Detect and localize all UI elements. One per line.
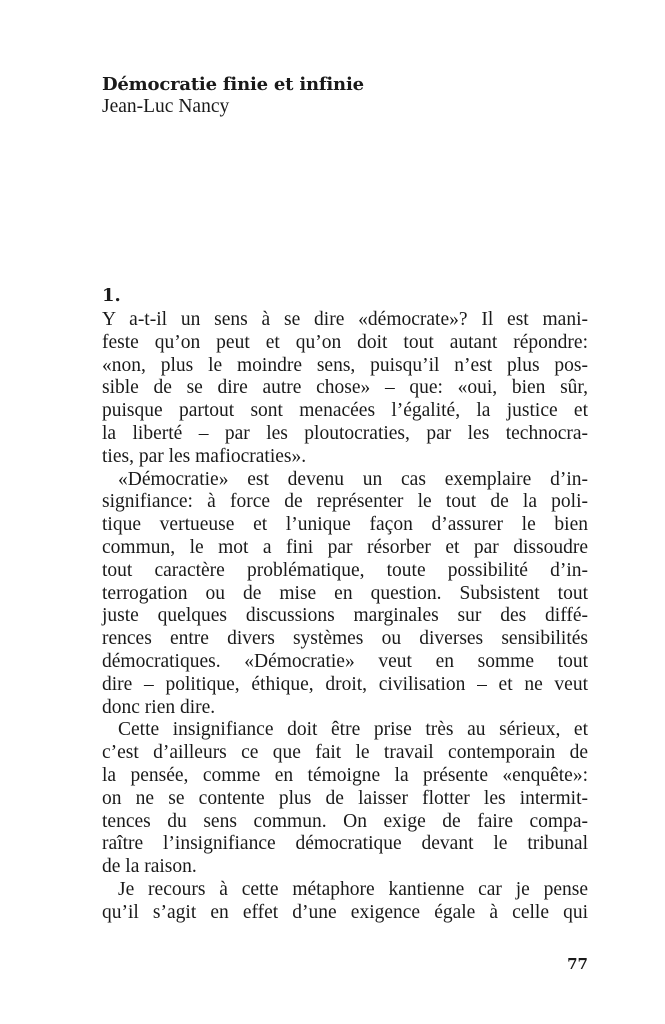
text-line: signifiance: à force de représenter le tout de la poli- xyxy=(102,491,588,513)
text-line: Y a-t-il un sens à se dire «démocrate»? Il est mani- xyxy=(102,309,588,330)
text-line: la liberté – par les ploutocraties, par les technocra- xyxy=(102,422,588,444)
text-line: sible de se dire autre chose» – que: «oui, bien sûr, xyxy=(102,377,588,399)
chapter-title: Démocratie finie et infinie xyxy=(102,74,364,95)
author-name: Jean-Luc Nancy xyxy=(102,96,230,117)
text-line: tout caractère problématique, toute possibilité d’in- xyxy=(102,559,588,581)
text-line: qu’il s’agit en effet d’une exigence égale à celle qui xyxy=(102,901,588,923)
text-line: Cette insignifiance doit être prise très au sérieux, et xyxy=(118,719,588,741)
text-line: feste qu’on peut et qu’on doit tout autant répondre: xyxy=(102,331,588,353)
text-line: la pensée, comme en témoigne la présente «enquête»: xyxy=(102,764,588,786)
text-line: «Démocratie» est devenu un cas exemplaire d’in- xyxy=(118,468,588,490)
text-line: rences entre divers systèmes ou diverses sensibilités xyxy=(102,628,588,650)
text-line: donc rien dire. xyxy=(102,696,216,718)
text-line: on ne se contente plus de laisser flotter les intermit- xyxy=(102,787,588,809)
text-line: «non, plus le moindre sens, puisqu’il n’est plus pos- xyxy=(102,354,588,376)
text-line: puisque partout sont menacées l’égalité, la justice et xyxy=(102,400,588,422)
text-line: tique vertueuse et l’unique façon d’assurer le bien xyxy=(102,514,588,536)
text-line: Je recours à cette métaphore kantienne car je pense xyxy=(118,878,588,900)
text-line: commun, le mot a fini par résorber et par dissoudre xyxy=(102,536,588,558)
text-line: juste quelques discussions marginales sur des diffé- xyxy=(102,605,588,627)
text-line: de la raison. xyxy=(102,856,197,878)
text-line: tences du sens commun. On exige de faire compa- xyxy=(102,810,588,832)
text-line: dire – politique, éthique, droit, civilisation – et ne veut xyxy=(102,673,588,695)
text-line: démocratiques. «Démocratie» veut en somme tout xyxy=(102,650,588,672)
section-number: 1. xyxy=(102,285,121,306)
text-line: raître l’insignifiance démocratique devant le tribunal xyxy=(102,833,588,855)
body-text xyxy=(102,309,588,925)
text-line: c’est d’ailleurs ce que fait le travail contemporain de xyxy=(102,742,588,764)
text-line: terrogation ou de mise en question. Subsistent tout xyxy=(102,582,588,604)
text-line: ties, par les mafiocraties». xyxy=(102,445,307,467)
page-number: 77 xyxy=(567,955,588,973)
